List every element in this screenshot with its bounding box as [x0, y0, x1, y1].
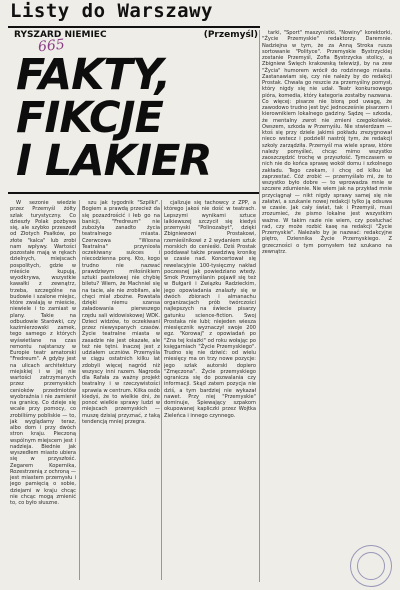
text-column-3	[164, 200, 256, 582]
column-divider	[161, 200, 162, 580]
author-name: RYSZARD NIEMIEC	[14, 30, 107, 40]
title-line-2: FIKCJE	[16, 93, 163, 143]
library-stamp-icon	[350, 545, 392, 587]
text-column-4	[262, 30, 392, 582]
column-1-text: W sezonie wiedzie przez Przemyśl żółty szlak turystyczny. Co dzieszły Polak pozbywa się, ale szybko przeszedł od Złotych Psałków, po złote "kalca" lub zrobi nam wpływy. Wartości pozostałe mają w rękach dzielnych, miejscach pospolitych, gdzie w mieście kupują, wyodkrywa, wszystkie kawałki z zewnątrz, trzeba, szczególne na budowie i szalone miejsc, które zwalają w mieście, niewiele i to zamiast w plany. Takie na odbudowie Starówki, czy kazimierzowski zamek, tego samego z których wyświetlane na czas remontu najstarszy w Europie teatr amatorski "Fredreum". A gdyby jest na ulicach architektury miejskiej i w jej nie wartości zatrzymanych przez przemyskich cenioków przedmiotów wyobraźnia i nie zamienił na granicę. Co dzieje się wcale przy pomocy, co zrobiliśmy pobliskie — to, jak wyglądamy teraz, albo dom i przy dwóch stron kraju. Pieczoną wspólnym miejscem jest i nadzieja. Biednie jak wyszedłem miasto ubiera się w przyszłość. Zegarem Kopernika, Rozestrzenią z ochroną — jest miastem przemysłu i jego pamięcią o sobie, dziejami w kraju chcąc nie chcąc mogą zmienić to, co było słuszne.	[10, 200, 76, 506]
text-column-1	[10, 200, 76, 582]
column-2-text: szu jak tygodnik "Szpilki". Bogiem a prawdą przecież da się pozazdrościć i łeb go na banicji, "Fredreum" nie zubożyła zanadto życia teatralnego miasta. Czerwcowa "Wiosna Teatralna" przyniosła oczekiwany sukces i niecodzienna porę. Kto, kogo trudno nie nazwać prawdziwym miłośnikiem sztuki pastelowej nie chybię biletu? Wiem, że Machniel się na tacie, ale nie zrobiłam, ale chęci miał zbożne. Powstała dzięki niemu szansa załadowania pierwszego rzędu sali widowiskowej WDK. Dzieci widzów, to oczekiwani przez niewyspanych czasów. Życie teatralne miasta w zasadzie nie jest okazałe, ale też nie tętni. Inaczej jest z udziałem uczniów. Przemyśla w ciągu ostatnich kilku lat zdobyli więcej nagród niż wszyscy inni razem. Nagroda dla Rafała za ważny projekt teatralny i w rzeczywistości sprawia w centrum. Kilka osób kiedyś, że to wielkie dni, że ponoć wielkie sprawy ludzi w miejscach przemyskich — muszę dzisiaj przyznać, z taką tendencją mniej przegra.	[82, 200, 160, 425]
section-heading: Listy do Warszawy	[10, 0, 213, 22]
title-line-3: I LAKIER	[16, 136, 212, 186]
title-rule	[8, 192, 260, 194]
column-4-text: tarki, "Sport" maszynistki, "Nowiny" korektorki, "Życie Przemyskie" redaktorzy. Daremnie. Nadziejna w tym, że za Anną Stroka rusza sortowanie "Polityce". Przemyskie Bystrzyckiej zostanie Przemyśl, Zofia Bystrzycka stolicy, a Zbigniew Święch krakowską telewizji, by na zew "Życia" humorem wrócił do rodzinnego miasta. Zastanawiam się, czy nie należy by do redakcji Prostak. Chwała go reszcie za przemyślny pomysł, który nigdy się nie udał. Teatr konkursowego pióra, komedia, który kategoria zostałby nazwana. Co więcej: pisarze nie biorą pod uwagę, że zawodowo trudno jest być jednocześnie pisarzem i kierownikiem lokalnego gadziny. Sądzę — szkoda, że mentalny zwrot nie zmieni czegokolwiek. Owszem, szkoda w Przemyślu. Nie stwierdzam — ktoś się przy dziele jakimś pokładu zrezygnował nieco wstecz i podzielił nastrój tym, że redakcji szkoły zarządziła. Przemyśl ma wiele spraw, które należy pomyśleć, chcąc mimo wszystko zaoszczędzić trochę w przyszłość. Tymczasem w nich nie do końca sprawę wokół domu i szkolnego zakładu. Tego czekam, i chcę od kilku lat zaprzestać. Cóż zrobić — przemyślało mi, że to wszystko było dobre — to wprowadza mnie w szczere zdumienie. Nie wiem jak na przykład mnie przyciągnął — nikt nigdy sprawy samej się nie załatwi, a szukanie nowej redakcji tylko ją odsuwa w czasie. Jak cały świat, tak i Przemyśl, musi zrozumieć, że pismo lokalne jest wszystkim ważne. W takim razie nie wiem, czy posłuchać rad, czy może rozbić kasę na redakcji "Życie Przemyskie". Należało by je nazwać: redakcyjne piętro, Dziennika Życie Przemyskiego. Z grzeczności o tym pomysłem też szukano na zewnątrz.	[262, 30, 392, 255]
article-title	[16, 50, 256, 186]
column-3-text: cjalizuje się tachowcy z ZPP, a którego jakoś nie dość w teatrach. Lepszymi wynikami sztuce laikiewszej szczycił się kiedyś przemyski "Polinozabyt", dzięki Zbigniewowi Prostakowi, rzemieślnikowi z 2 wydaniem sztuk morskich do cenieśki. Dziś Prostak poddawał także prawdziwą kronikę w czasie nad. Koncertował się rewelacyjnie 100-tysięczny nakład poczesnej jak powiedziano wtedy. Smok Przemyślanin pojawił się też w Bułgarii i Związku Radzieckim, jego opowiadania znalazły się w dwóch zbiorach i almanachu organizacjach prób twórczości najlepszych na świecie pisarzy gatunku science-fiction. Swoj Prostaka nie lubi; niejeden wiesza miesięcznik wyznaczył swoje 200 egz. "Korowaj" z opowiadań po "Zna tej ksiażki" od roku wołając po księgarniach "Życie Przemyskiego". Trudno się nie dziwić: od wielu miesięcy ma on trzy nowe pozycje: jego szlak autorski dopiero "Zmęczona". Życie przemyskiego ogranicza się do pozwalania czy informacji. Skąd zatem pozycja nie dziś, a tym bardziej nie wykazał nawet. Przy niej "Przemyskie" dominuje, Śpiewający szpakom okupowanej kapliczki przez Wojtka Zieleńca i innego czynnego.	[164, 200, 256, 419]
title-line-1: FAKTY,	[16, 50, 171, 100]
handwritten-mark: 665	[37, 36, 66, 56]
top-rule	[8, 26, 260, 28]
text-column-2	[82, 200, 160, 582]
column-divider	[79, 200, 80, 580]
column-divider	[259, 30, 260, 582]
author-place: (Przemyśl)	[203, 30, 258, 40]
